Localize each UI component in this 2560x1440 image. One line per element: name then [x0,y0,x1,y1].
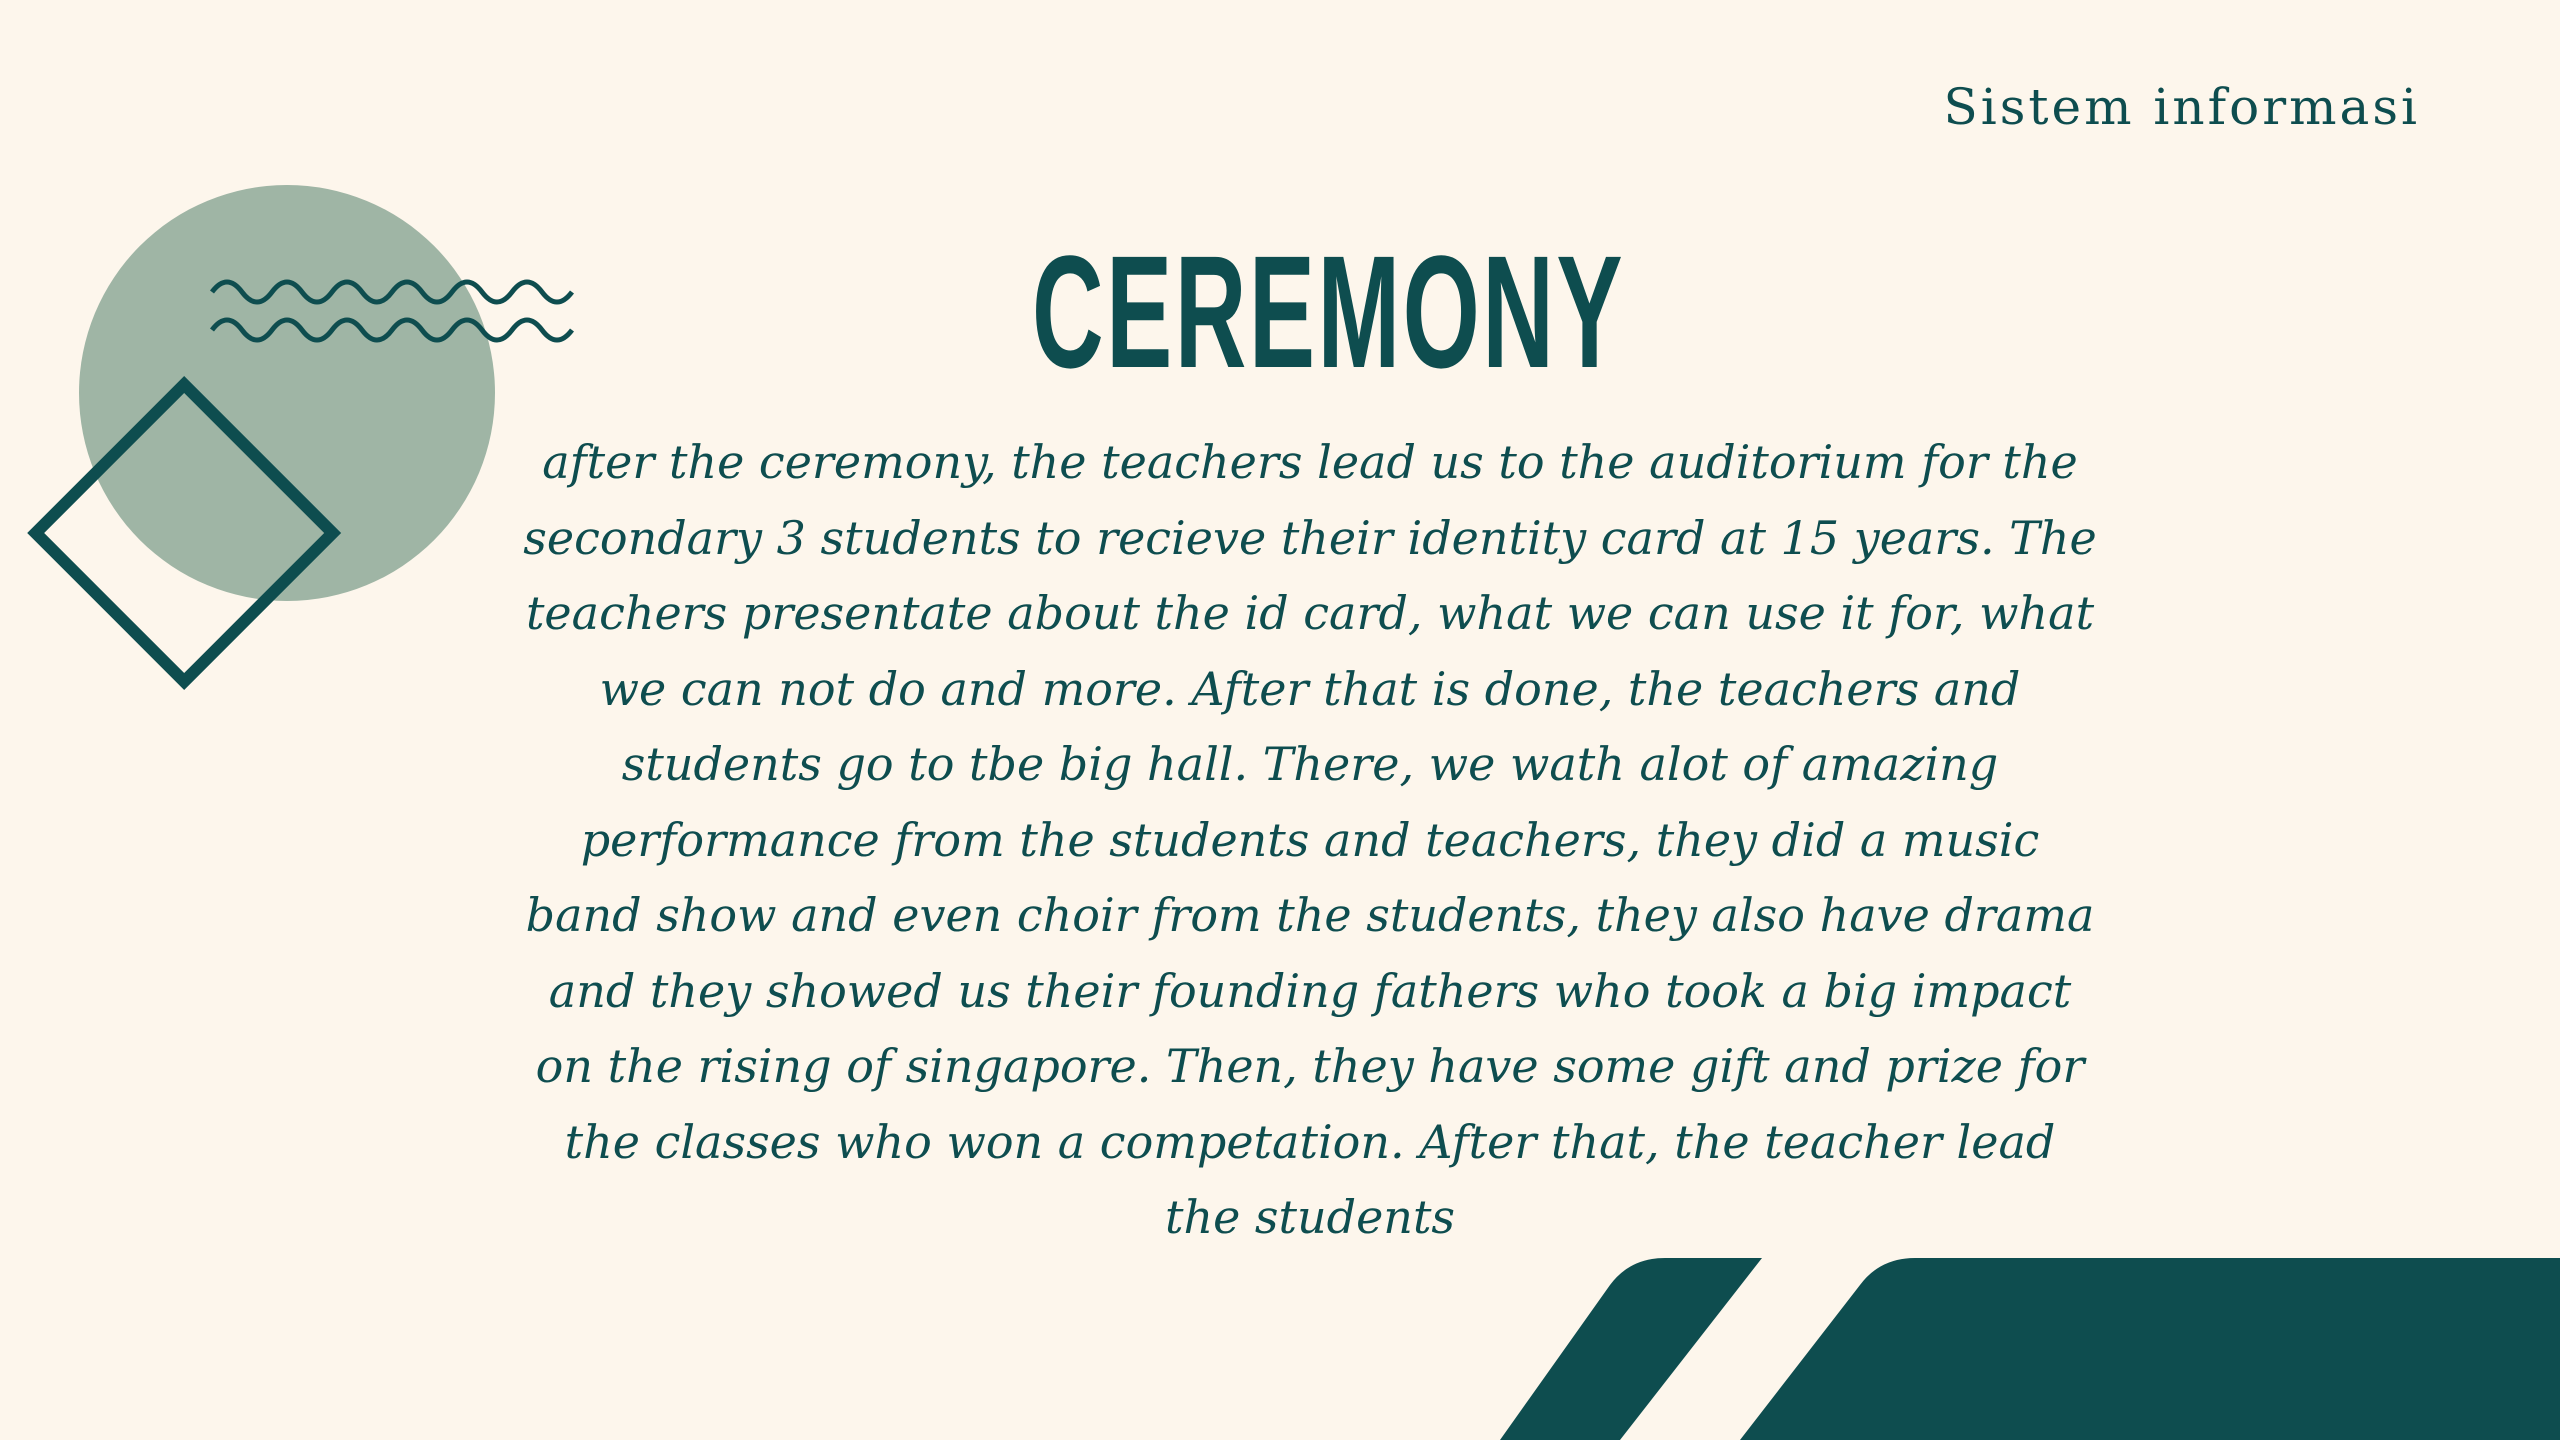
header-label: Sistem informasi [1943,78,2420,136]
slide-title: CEREMONY [1032,222,1626,401]
stripe-left [1500,1258,1762,1440]
body-paragraph: after the ceremony, the teachers lead us to the auditorium for the secondary 3 students to recieve their identity card at 15 years. The teachers presentate about the id card, what we can use it for, what we can not do and more. After that is done, the teachers and students go to tbe big hall. There, we wath alot of amazing performance from the students and teachers, they did a music band show and even choir from the students, they also have drama and they showed us their founding fathers who took a big impact on the rising of singapore. Then, they have some gift and prize for the classes who won a competation. After that, the teacher lead the students [523,435,2097,1244]
stripe-right [1740,1258,2560,1440]
